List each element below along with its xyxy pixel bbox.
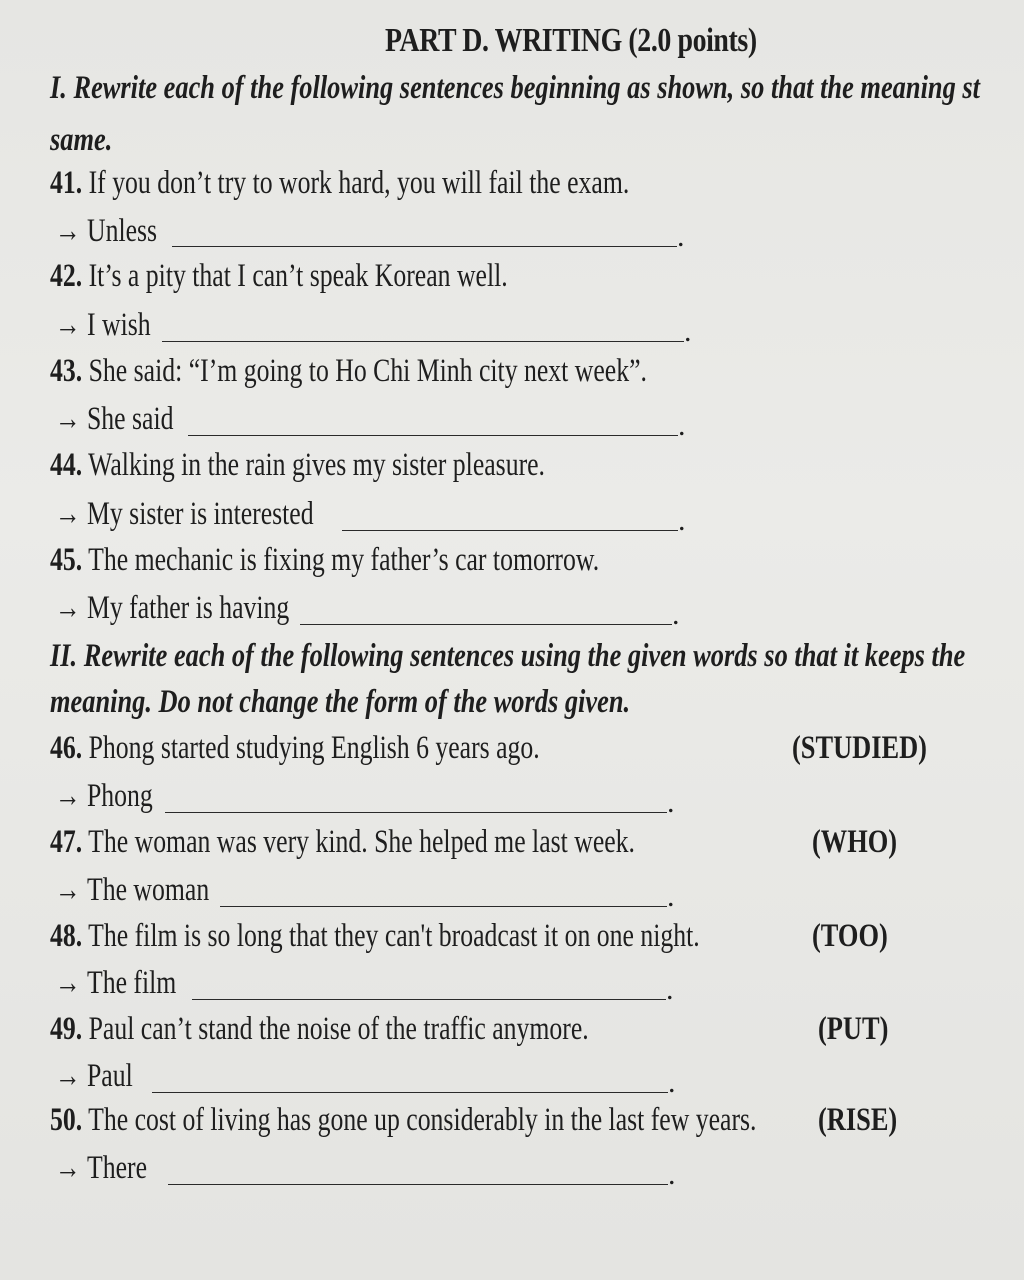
arrow-icon: →: [55, 965, 81, 1001]
question-text: It’s a pity that I can’t speak Korean well.: [88, 258, 508, 294]
answer-prompt-48: [55, 965, 176, 1002]
page-title: PART D. WRITING (2.0 points): [385, 22, 757, 59]
answer-prompt-49: [55, 1058, 133, 1095]
question-41: [50, 165, 629, 202]
end-period-46: .: [667, 786, 675, 819]
keyword-46: (STUDIED): [792, 730, 927, 766]
question-text: She said: “I’m going to Ho Chi Minh city next week”.: [88, 353, 647, 389]
answer-prompt-47: [55, 872, 209, 909]
end-period-42: .: [684, 315, 692, 348]
prompt-text: The woman: [86, 872, 210, 908]
answer-blank-45[interactable]: [300, 624, 672, 625]
answer-blank-47[interactable]: [220, 906, 667, 907]
answer-blank-49[interactable]: [152, 1092, 668, 1093]
end-period-44: .: [678, 504, 686, 537]
answer-blank-43[interactable]: [188, 435, 678, 436]
end-period-43: .: [678, 409, 686, 442]
answer-blank-50[interactable]: [168, 1184, 668, 1185]
question-text: The mechanic is fixing my father’s car tomorrow.: [88, 542, 600, 578]
answer-prompt-41: [55, 213, 157, 250]
question-45: [50, 542, 599, 579]
answer-blank-41[interactable]: [172, 246, 677, 247]
question-43: [50, 353, 647, 390]
arrow-icon: →: [55, 778, 81, 814]
question-number: 45.: [50, 542, 83, 578]
keyword-47: (WHO): [812, 824, 898, 860]
end-period-47: .: [667, 880, 675, 913]
end-period-41: .: [677, 220, 685, 253]
end-period-49: .: [668, 1066, 676, 1099]
question-text: Paul can’t stand the noise of the traffic anymore.: [88, 1011, 589, 1047]
question-number: 47.: [50, 824, 83, 860]
question-text: Walking in the rain gives my sister pleasure.: [88, 447, 545, 483]
question-44: [50, 447, 545, 484]
arrow-icon: →: [55, 496, 81, 532]
question-48: [50, 918, 700, 955]
answer-blank-46[interactable]: [165, 812, 667, 813]
section-1-instruction-line-1: I. Rewrite each of the following sentences beginning as shown, so that the meaning st: [50, 70, 980, 106]
question-number: 42.: [50, 258, 83, 294]
keyword-48: (TOO): [812, 918, 888, 954]
question-number: 46.: [50, 730, 83, 766]
prompt-text: The film: [86, 965, 177, 1001]
end-period-48: .: [666, 973, 674, 1006]
question-text: The film is so long that they can't broadcast it on one night.: [88, 918, 700, 954]
question-number: 49.: [50, 1011, 83, 1047]
answer-prompt-43: [55, 401, 173, 438]
arrow-icon: →: [55, 590, 81, 626]
section-2-instruction-line-2: meaning. Do not change the form of the words given.: [50, 684, 631, 720]
arrow-icon: →: [55, 401, 81, 437]
prompt-text: Paul: [86, 1058, 133, 1094]
prompt-text: Unless: [86, 213, 158, 249]
answer-prompt-50: [55, 1150, 147, 1187]
section-2-instruction-line-1: II. Rewrite each of the following sentences using the given words so that it keeps the: [50, 638, 966, 674]
question-text: Phong started studying English 6 years ago.: [88, 730, 540, 766]
answer-blank-44[interactable]: [342, 530, 678, 531]
question-number: 41.: [50, 165, 83, 201]
prompt-text: My father is having: [86, 590, 290, 626]
arrow-icon: →: [55, 872, 81, 908]
question-number: 43.: [50, 353, 83, 389]
answer-prompt-44: [55, 496, 314, 533]
arrow-icon: →: [55, 1150, 81, 1186]
prompt-text: Phong: [86, 778, 153, 814]
answer-prompt-46: [55, 778, 153, 815]
arrow-icon: →: [55, 213, 81, 249]
keyword-50: (RISE): [818, 1102, 898, 1138]
question-text: The woman was very kind. She helped me last week.: [88, 824, 635, 860]
end-period-50: .: [668, 1158, 676, 1191]
question-number: 50.: [50, 1102, 83, 1138]
answer-blank-48[interactable]: [192, 999, 666, 1000]
prompt-text: She said: [86, 401, 174, 437]
answer-prompt-45: [55, 590, 289, 627]
question-text: If you don’t try to work hard, you will fail the exam.: [88, 165, 630, 201]
prompt-text: I wish: [86, 307, 151, 343]
answer-blank-42[interactable]: [162, 341, 684, 342]
question-46: [50, 730, 540, 767]
question-42: [50, 258, 508, 295]
section-1-instruction-line-2: same.: [50, 122, 113, 158]
question-47: [50, 824, 635, 861]
prompt-text: My sister is interested: [86, 496, 314, 532]
arrow-icon: →: [55, 307, 81, 343]
question-text: The cost of living has gone up considerably in the last few years.: [88, 1102, 757, 1138]
question-49: [50, 1011, 589, 1048]
keyword-49: (PUT): [818, 1011, 889, 1047]
prompt-text: There: [86, 1150, 148, 1186]
question-number: 48.: [50, 918, 83, 954]
end-period-45: .: [672, 598, 680, 631]
question-number: 44.: [50, 447, 83, 483]
question-50: [50, 1102, 756, 1139]
arrow-icon: →: [55, 1058, 81, 1094]
answer-prompt-42: [55, 307, 151, 344]
